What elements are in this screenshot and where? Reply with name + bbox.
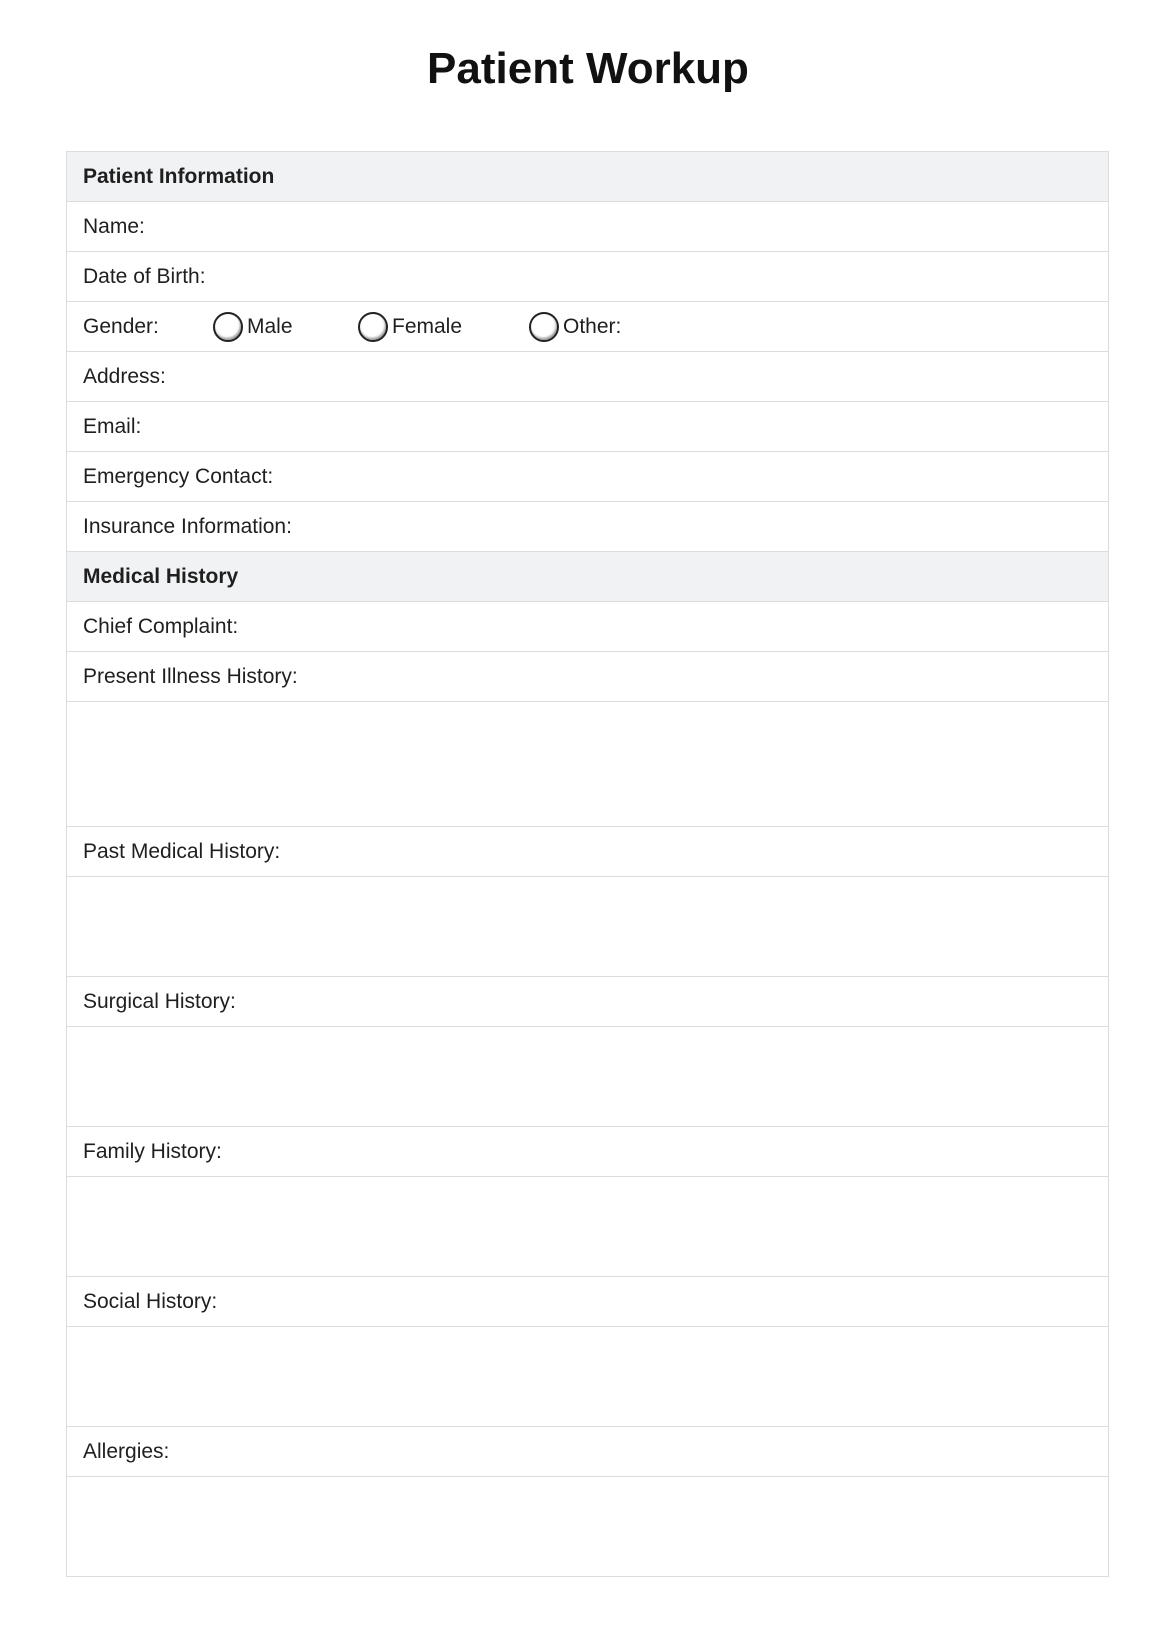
gender-label: Gender:	[83, 314, 159, 338]
radio-label: Female	[392, 314, 463, 338]
allergies-area[interactable]	[67, 1477, 1108, 1576]
radio-circle-icon	[358, 312, 388, 342]
gender-row	[67, 302, 1108, 352]
present-illness-label: Present Illness History:	[67, 652, 1108, 702]
social-area[interactable]	[67, 1327, 1108, 1427]
past-medical-area[interactable]	[67, 877, 1108, 977]
social-label: Social History:	[67, 1277, 1108, 1327]
radio-label: Male	[247, 314, 293, 338]
radio-circle-icon	[529, 312, 559, 342]
family-label: Family History:	[67, 1127, 1108, 1177]
gender-radio-female[interactable]	[358, 312, 462, 342]
section-header-medical-history: Medical History	[67, 552, 1108, 602]
gender-radio-male[interactable]	[213, 312, 293, 342]
past-medical-label: Past Medical History:	[67, 827, 1108, 877]
gender-radio-other[interactable]	[529, 312, 621, 342]
email-field[interactable]: Email:	[67, 402, 1108, 452]
radio-label: Other:	[563, 314, 622, 338]
allergies-label: Allergies:	[67, 1427, 1108, 1477]
page-title: Patient Workup	[427, 44, 749, 93]
family-area[interactable]	[67, 1177, 1108, 1277]
surgical-area[interactable]	[67, 1027, 1108, 1127]
address-field[interactable]: Address:	[67, 352, 1108, 402]
dob-field[interactable]: Date of Birth:	[67, 252, 1108, 302]
chief-complaint-field[interactable]: Chief Complaint:	[67, 602, 1108, 652]
workup-form	[66, 151, 1109, 1577]
name-field[interactable]: Name:	[67, 202, 1108, 252]
insurance-field[interactable]: Insurance Information:	[67, 502, 1108, 552]
present-illness-area[interactable]	[67, 702, 1108, 827]
surgical-label: Surgical History:	[67, 977, 1108, 1027]
radio-circle-icon	[213, 312, 243, 342]
section-header-patient-information: Patient Information	[67, 152, 1108, 202]
emergency-contact-field[interactable]: Emergency Contact:	[67, 452, 1108, 502]
